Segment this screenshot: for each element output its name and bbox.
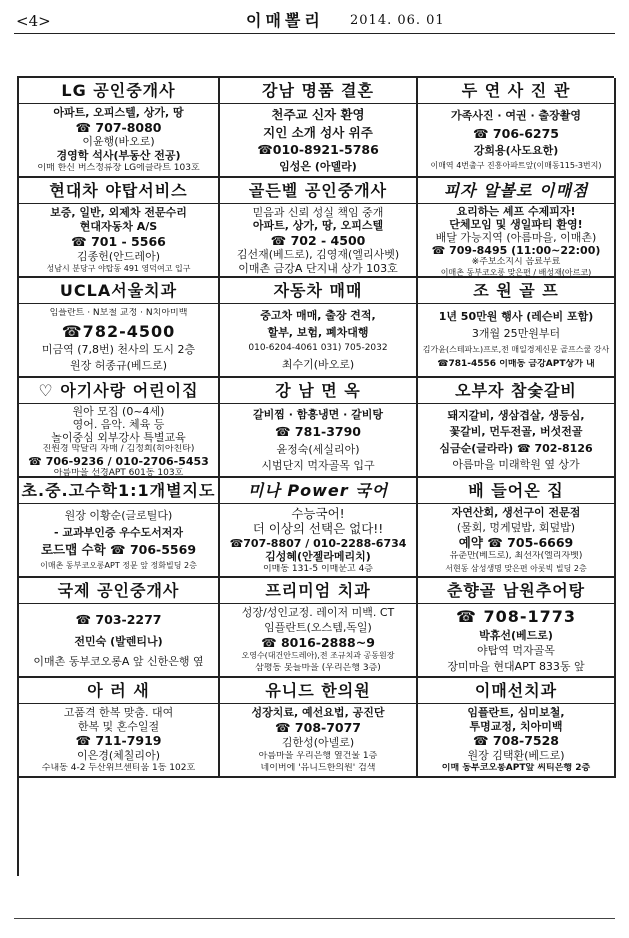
ad-title: 골든벨 공인중개사 — [220, 178, 416, 204]
ad-box — [220, 78, 418, 178]
ad-title: 이매선치과 — [418, 678, 614, 704]
ad-title: 강남 명품 결혼 — [220, 78, 416, 104]
ad-line: 1년 50만원 행사 (레슨비 포함) — [438, 309, 594, 323]
ad-line: 할부, 보험, 폐차대행 — [267, 326, 369, 339]
ad-body — [19, 404, 218, 478]
ad-line: 이매촌 동부코오롱A 앞 신한은행 옆 — [33, 654, 204, 668]
ad-line: 한복 및 혼수일절 — [77, 719, 160, 733]
ad-line: 임플란트, 심미보철, — [467, 705, 565, 719]
ad-title: LG 공인중개사 — [19, 78, 218, 104]
ad-title: 현대차 야탑서비스 — [19, 178, 218, 204]
ad-line: ☎ 708-7528 — [473, 733, 559, 749]
ad-title: 초.중.고수학1:1개별지도 — [19, 478, 218, 504]
ad-line: 김가윤(스테파노)프로,전 매일경제신문 골프스쿨 강사 — [422, 344, 610, 354]
ad-line: 천주교 신자 환영 — [271, 107, 365, 123]
ad-line: - 교과부인증 우수도서저자 — [53, 525, 184, 539]
ad-line: 이매동 131-5 이매문고 4층 — [262, 563, 373, 574]
ad-body — [19, 304, 218, 376]
ad-line: 박휴선(베드로) — [479, 628, 553, 642]
footer-rule — [14, 918, 615, 919]
ad-line: 시범단지 먹자골목 입구 — [261, 458, 375, 472]
ad-body — [220, 304, 416, 376]
ad-line: 아름마을 우리은행 옆건물 1층 — [258, 750, 378, 761]
issue-date: 2014. 06. 01 — [350, 13, 445, 28]
ad-body — [418, 204, 614, 278]
ad-line: 최수기(바오로) — [281, 358, 355, 371]
ad-body — [220, 504, 416, 576]
ad-box — [220, 178, 418, 278]
ad-title: 프리미엄 치과 — [220, 578, 416, 604]
ad-line: 윤정숙(세실리아) — [276, 442, 360, 456]
ad-line: 3개월 25만원부터 — [471, 327, 561, 341]
ad-body — [418, 404, 614, 476]
ad-line: 성장/성인교정. 레이저 미백. CT — [241, 606, 395, 620]
ad-line: 김종헌(안드레아) — [77, 250, 160, 263]
ad-box — [19, 378, 220, 478]
ad-line: 요리하는 셰프 수제피자! — [456, 205, 576, 218]
ad-line: 놀이중심 외부강사 특별교육 — [51, 431, 186, 444]
ad-box — [418, 78, 616, 178]
ad-body — [19, 204, 218, 276]
ad-box — [418, 578, 616, 678]
ad-box — [418, 178, 616, 278]
ad-title: 춘향골 남원추어탕 — [418, 578, 614, 604]
ad-body — [19, 104, 218, 176]
ad-line: 김선재(베드로), 김영재(엘리사벳) — [236, 248, 400, 261]
ad-title: ♡ 아기사랑 어린이집 — [19, 378, 218, 404]
ad-body — [418, 704, 614, 776]
ad-body — [220, 604, 416, 676]
ad-line: 서현동 삼성생명 맞은편 아롯빅 빌딩 2층 — [445, 563, 587, 573]
ad-line: 수내동 4-2 두산위브센티움 1동 102호 — [41, 763, 196, 774]
ad-line: 이매촌 금강A 단지내 상가 103호 — [238, 261, 398, 275]
ad-title: 배 들어온 집 — [418, 478, 614, 504]
ad-line: 장미마을 현대APT 833동 앞 — [447, 659, 585, 673]
header-rule — [14, 33, 615, 34]
ad-body — [220, 204, 416, 276]
ad-line: 자연산회, 생선구이 전문점 — [451, 506, 581, 520]
ad-box — [19, 478, 220, 578]
ad-body — [19, 704, 218, 776]
ad-line: 임플란트(오스템,독일) — [264, 620, 372, 634]
ad-line: ☎ 707-8080 — [75, 119, 162, 135]
ad-line: 임플란트 · N보철 교정 · N치아미백 — [49, 307, 188, 318]
ad-body — [418, 304, 614, 376]
ad-line: 삼평동 봇들마을 (우리은행 3층) — [255, 662, 381, 673]
ad-body — [220, 104, 416, 176]
ad-line: 김한성(아넬로) — [281, 736, 355, 750]
page-header — [14, 8, 615, 34]
ad-line: 유춘만(베드로), 최선자(엘리자벳) — [449, 551, 583, 562]
ad-title: 강 남 면 옥 — [220, 378, 416, 404]
ad-box — [220, 478, 418, 578]
ad-line: 지인 소개 성사 위주 — [263, 124, 373, 140]
ad-line: 전민숙 (발렌티나) — [74, 634, 163, 648]
ad-line: 수능국어! — [291, 505, 345, 521]
ad-line: ☎ 781-3790 — [275, 424, 361, 440]
ad-line: 이은경(체칠리아) — [77, 749, 160, 763]
ad-title: 피자 알볼로 이매점 — [418, 178, 614, 204]
ad-box — [418, 478, 616, 578]
ad-box — [19, 78, 220, 178]
ad-line: 야탑역 먹자골목 — [477, 644, 555, 658]
ad-body — [19, 504, 218, 576]
ad-box — [418, 378, 616, 478]
ad-line: 아름마을 선경APT 601동 103호 — [53, 468, 184, 478]
ad-line: 심금순(글라라) ☎ 702-8126 — [439, 441, 593, 455]
ad-line: 강희용(사도요한) — [473, 144, 559, 158]
ad-box — [220, 378, 418, 478]
ad-box — [19, 178, 220, 278]
ad-title: 오부자 참숯갈비 — [418, 378, 614, 404]
ad-title: UCLA서울치과 — [19, 278, 218, 304]
ad-box — [19, 578, 220, 678]
ad-body — [418, 504, 614, 576]
ad-line: 010-6204-4061 031) 705-2032 — [248, 343, 388, 353]
ad-title: 조 원 골 프 — [418, 278, 614, 304]
ad-body — [418, 104, 614, 176]
ad-title: 아 러 새 — [19, 678, 218, 704]
ad-line: ☎ 708-1773 — [455, 607, 577, 627]
ad-line: ☎ 8016-2888~9 — [261, 634, 375, 650]
ad-line: 원아 모집 (0~4세) — [72, 405, 165, 418]
ad-line: 네이버에 '유니드한의원' 검색 — [260, 762, 376, 773]
ad-line: 투명교정, 치아미백 — [469, 719, 563, 733]
ad-line: ☎ 708-7077 — [275, 720, 361, 736]
ad-line: ☎ 711-7919 — [75, 733, 162, 749]
ad-line: 중고차 매매, 출장 견적, — [260, 309, 376, 322]
ad-title: 유니드 한의원 — [220, 678, 416, 704]
ad-body — [220, 704, 416, 776]
ad-box — [19, 678, 220, 778]
ad-line: 고품격 한복 맞춤. 대여 — [63, 705, 174, 719]
ad-line: 가족사진 · 여권 · 출장촬영 — [451, 108, 581, 122]
ad-line: 이매역 4번출구 진흥아파트앞(이매동115-3번지) — [430, 161, 602, 171]
ad-box — [418, 678, 616, 778]
ad-line: 단체모임 및 생일파티 환영! — [449, 218, 583, 231]
ad-grid — [17, 76, 614, 876]
ad-line: (물회, 멍게덮밥, 회덮밥) — [456, 520, 576, 534]
ad-line: 믿음과 신뢰 성실 책임 중개 — [252, 205, 384, 219]
ad-line: 진원경 막달리 자매 / 김정희(히아친타) — [42, 444, 195, 454]
ad-line: 예약 ☎ 705-6669 — [458, 534, 574, 550]
ad-line: ☎ 703-2277 — [75, 612, 162, 628]
ad-line: ☎ 706-6275 — [473, 125, 559, 141]
ad-line: 돼지갈비, 생삼겹살, 생등심, — [447, 408, 585, 422]
ad-box — [418, 278, 616, 378]
ad-line: 성남시 분당구 야탑동 491 영덕여고 입구 — [46, 264, 191, 273]
ad-line: ☎ 709-8495 (11:00~22:00) — [431, 244, 601, 257]
ad-line: 보증, 일반, 외제차 전문수리 — [50, 206, 187, 219]
ad-line: ☎010-8921-5786 — [257, 142, 379, 158]
ad-line: 갈비찜 · 함흥냉면 · 갈비탕 — [253, 408, 383, 422]
ad-line: ☎ 702 - 4500 — [270, 232, 366, 248]
ad-line: 이매촌 동부코오롱APT 정문 앞 정화빌딩 2층 — [40, 561, 197, 571]
ad-line: ※주보소지시 음료무료 — [471, 257, 561, 267]
ad-line: 더 이상의 선택은 없다!! — [252, 521, 384, 536]
ad-line: ☎781-4556 이매동 금강APT상가 내 — [437, 359, 595, 370]
ad-box — [220, 578, 418, 678]
ad-line: 영어. 음악. 체육 등 — [72, 418, 165, 431]
ad-line: 현대자동차 A/S — [79, 220, 158, 233]
ad-line: 경영학 석사(부동산 전공) — [56, 149, 181, 163]
ad-body — [220, 404, 416, 476]
ad-title: 미나 Power 국어 — [220, 478, 416, 504]
ad-box — [220, 278, 418, 378]
ad-line: 이매 동부코오롱APT앞 씨티은행 2층 — [441, 763, 591, 774]
ad-body — [418, 604, 614, 676]
ad-line: ☎ 701 - 5566 — [71, 234, 166, 249]
ad-title: 국제 공인중개사 — [19, 578, 218, 604]
ad-line: 로드맵 수학 ☎ 706-5569 — [40, 542, 197, 558]
ad-title: 두 연 사 진 관 — [418, 78, 614, 104]
ad-line: 아름마을 미래학원 옆 상가 — [452, 458, 580, 472]
ad-line: 미금역 (7,8번) 천사의 도시 2층 — [41, 343, 196, 357]
page-number: <4> — [16, 12, 51, 30]
ad-box — [220, 678, 418, 778]
ad-line: 이매 한신 버스정류장 LG에클라트 103호 — [37, 163, 200, 174]
ad-line: 아파트, 상가, 땅, 오피스텔 — [252, 219, 384, 232]
ad-line: 배달 가능지역 (아름마을, 이매촌) — [435, 231, 597, 244]
ad-line: 임성은 (아델라) — [279, 159, 357, 173]
ad-line: 김성혜(안젤라메리치) — [265, 550, 371, 563]
ad-line: 꽃갈비, 먼두전골, 버섯전골 — [449, 425, 583, 439]
ad-line: 원장 김택환(베드로) — [467, 749, 565, 763]
ad-line: 아파트, 오피스텔, 상가, 땅 — [53, 105, 184, 119]
ad-box — [19, 278, 220, 378]
ad-line: 오영수(대건안드레아),전 조규치과 공동원장 — [241, 651, 395, 661]
ad-line: 이윤행(바오로) — [82, 135, 155, 149]
ad-line: ☎707-8807 / 010-2288-6734 — [229, 536, 407, 550]
ad-line: ☎ 706-9236 / 010-2706-5453 — [28, 455, 209, 468]
ad-line: 원장 허종규(베드로) — [69, 359, 168, 373]
bulletin-title: 이매뽈리 — [246, 11, 324, 30]
ad-body — [19, 604, 218, 676]
ad-line: 원장 이황순(글로틸다) — [64, 508, 173, 522]
ad-line: ☎782-4500 — [61, 321, 176, 341]
ad-line: 성장치료, 예선요법, 공진단 — [251, 706, 385, 720]
ad-title: 자동차 매매 — [220, 278, 416, 304]
ad-line: 이매촌 동부코오롱 맞은편 / 배성재(아르코) — [440, 268, 592, 277]
